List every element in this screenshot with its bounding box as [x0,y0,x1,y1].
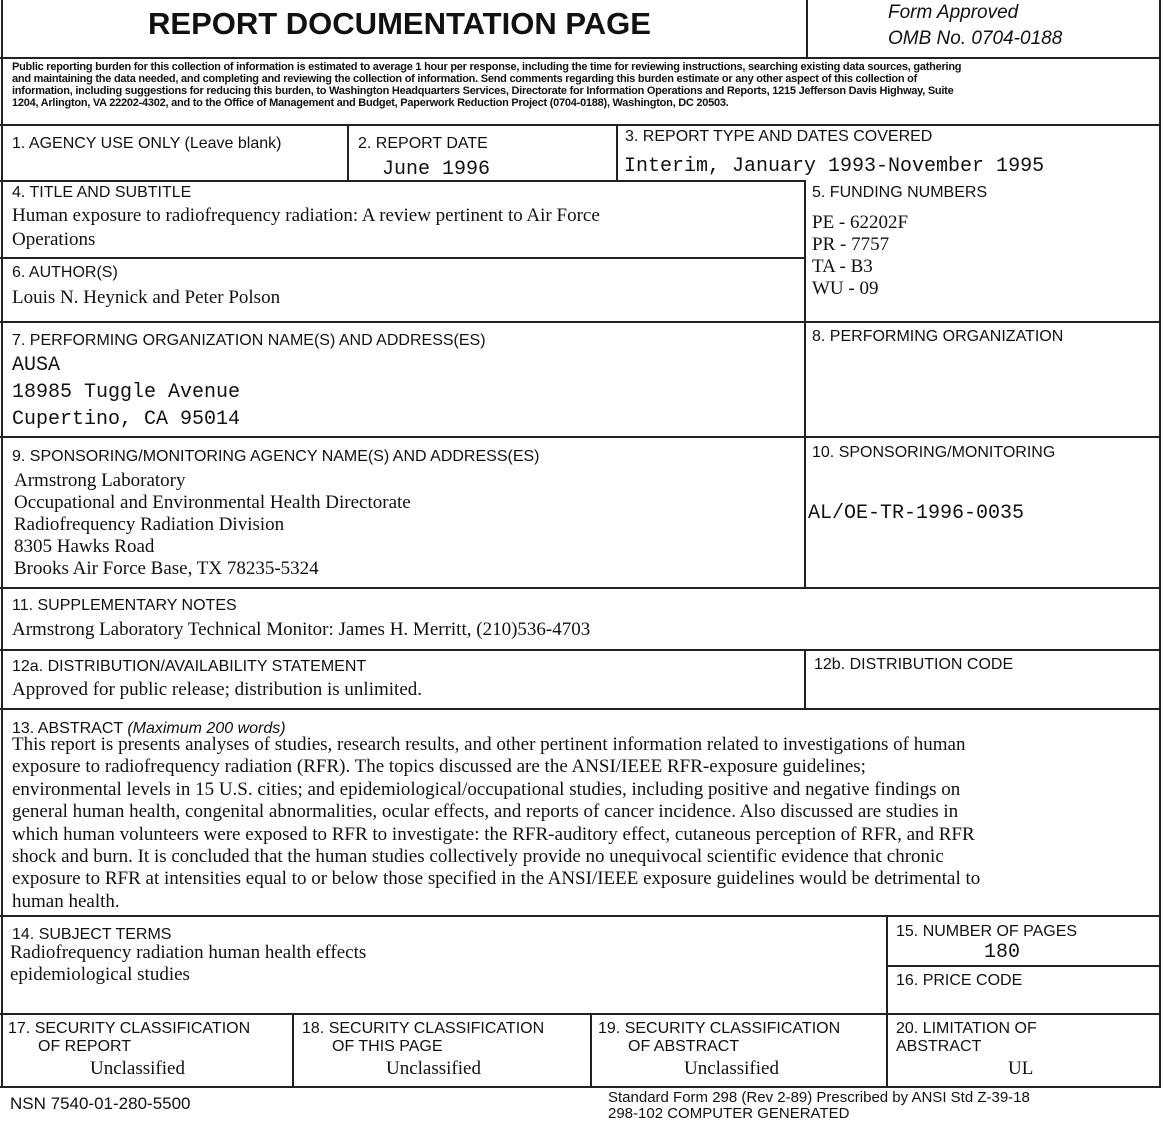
security-page-label [302,1020,544,1056]
abstract-line: general human health, congenital abnormalities, ocular effects, and reports of cancer incidence. Also discussed are studies in [12,801,959,823]
funding-number: PR - 7757 [812,234,890,255]
report-date-value: June 1996 [382,158,491,181]
nsn-number: NSN 7540-01-280-5500 [10,1094,191,1113]
subject-term: Radiofrequency radiation human health effects [10,942,367,963]
abstract-label-note: (Maximum 200 words) [127,720,286,737]
burden-line: Public reporting burden for this collection of information is estimated to average 1 hour per response, including the time for reviewing instructions, searching existing data sources, gathering [12,61,962,73]
abstract-line: shock and burn. It is concluded that the human studies collectively provide no unequivocal scientific evidence that chronic [12,846,944,868]
distribution-statement-label: 12a. DISTRIBUTION/AVAILABILITY STATEMENT [12,658,367,675]
report-type-value: Interim, January 1993-November 1995 [624,155,1045,178]
security-abstract-label [598,1020,840,1056]
title-value-line1: Human exposure to radiofrequency radiation: A review pertinent to Air Force [12,205,600,226]
performing-org-address [12,352,240,433]
burden-statement [12,61,961,109]
authors-value: Louis N. Heynick and Peter Polson [12,287,281,308]
label-line: OF THIS PAGE [332,1038,443,1055]
limitation-abstract-label [896,1020,1037,1056]
label-line: 19. SECURITY CLASSIFICATION [598,1020,841,1037]
abstract-label-text: 13. ABSTRACT [12,720,123,737]
burden-line: 1204, Arlington, VA 22202-4302, and to the Office of Management and Budget, Paperwork Reduction Project (0704-0188), Washington, DC 20503. [12,97,729,109]
price-code-label: 16. PRICE CODE [896,972,1023,989]
number-of-pages-value: 180 [984,941,1021,964]
agency-use-label: 1. AGENCY USE ONLY (Leave blank) [12,135,282,152]
distribution-statement-value: Approved for public release; distribution is unlimited. [12,679,423,700]
abstract-line: which human volunteers were exposed to RFR to investigate: the RFR-auditory effect, cutaneous perception of RFR, and RFR [12,823,975,845]
abstract-line: environmental levels in 15 U.S. cities; and epidemiological/occupational studies, including positive and negative findings on [12,778,961,800]
label-line: OF ABSTRACT [628,1038,740,1055]
title-subtitle-label: 4. TITLE AND SUBTITLE [12,184,192,201]
security-report-label [8,1020,250,1056]
sponsoring-report-number: AL/OE-TR-1996-0035 [808,502,1025,525]
sponsoring-agency-label: 9. SPONSORING/MONITORING AGENCY NAME(S) AND ADDRESS(ES) [12,448,540,465]
omb-number: OMB No. 0704-0188 [888,28,1063,49]
address-line: 18985 Tuggle Avenue [12,381,241,404]
abstract-line: exposure to radiofrequency radiation (RFR). The topics discussed are the ANSI/IEEE RFR-exposure guidelines; [12,756,866,778]
address-line: 8305 Hawks Road [14,536,155,557]
funding-number: WU - 09 [812,278,879,299]
subject-terms-label: 14. SUBJECT TERMS [12,926,172,943]
address-line: Brooks Air Force Base, TX 78235-5324 [14,558,319,579]
performing-org-report-label: 8. PERFORMING ORGANIZATION [812,328,1064,345]
security-abstract-value: Unclassified [684,1058,779,1079]
label-line: OF REPORT [38,1038,132,1055]
standard-form-line: Standard Form 298 (Rev 2-89) Prescribed by ANSI Std Z-39-18 [608,1089,1030,1106]
number-of-pages-label: 15. NUMBER OF PAGES [896,923,1078,940]
form-approved: Form Approved [888,2,1019,23]
burden-line: and maintaining the data needed, and completing and reviewing the collection of information. Send comments regarding this burden estimate or any other aspect of this collection of [12,73,918,85]
authors-label: 6. AUTHOR(S) [12,264,118,281]
page-title: REPORT DOCUMENTATION PAGE [148,6,651,41]
funding-numbers-label: 5. FUNDING NUMBERS [812,184,988,201]
address-line: AUSA [12,354,61,377]
funding-numbers-list [812,212,908,300]
address-line: Armstrong Laboratory [14,470,186,491]
security-report-value: Unclassified [90,1058,185,1079]
limitation-abstract-value: UL [1008,1058,1034,1079]
address-line: Occupational and Environmental Health Directorate [14,492,411,513]
subject-terms-value [10,942,366,986]
performing-org-label: 7. PERFORMING ORGANIZATION NAME(S) AND ADDRESS(ES) [12,332,486,349]
abstract-line: This report is presents analyses of studies, research results, and other pertinent information related to investigations of human [12,734,966,755]
funding-number: TA - B3 [812,256,873,277]
distribution-code-label: 12b. DISTRIBUTION CODE [814,656,1014,673]
label-line: 17. SECURITY CLASSIFICATION [8,1020,251,1037]
standard-form-note [608,1090,1030,1122]
abstract-line: human health. [12,890,120,912]
abstract-line: exposure to RFR at intensities equal to or below those specified in the ANSI/IEEE exposure guidelines would be detrimental to [12,868,981,890]
funding-number: PE - 62202F [812,212,909,233]
report-type-label: 3. REPORT TYPE AND DATES COVERED [625,128,933,145]
address-line: Radiofrequency Radiation Division [14,514,285,535]
security-page-value: Unclassified [386,1058,481,1079]
supplementary-notes-label: 11. SUPPLEMENTARY NOTES [12,597,237,614]
burden-line: information, including suggestions for reducing this burden, to Washington Headquarters Services, Directorate for Information Operations and Reports, 1215 Jefferson Davis Highway, Suite [12,85,954,97]
label-line: 20. LIMITATION OF [896,1020,1037,1037]
abstract-body [12,734,980,913]
sponsoring-monitoring-label: 10. SPONSORING/MONITORING [812,444,1056,461]
sponsoring-agency-address [14,470,411,580]
subject-term: epidemiological studies [10,964,190,985]
label-line: 18. SECURITY CLASSIFICATION [302,1020,545,1037]
supplementary-notes-value: Armstrong Laboratory Technical Monitor: James H. Merritt, (210)536-4703 [12,619,591,640]
label-line: ABSTRACT [896,1038,982,1055]
report-date-label: 2. REPORT DATE [358,135,488,152]
standard-form-line: 298-102 COMPUTER GENERATED [608,1105,850,1122]
title-value-line2: Operations [12,229,96,250]
address-line: Cupertino, CA 95014 [12,408,241,431]
